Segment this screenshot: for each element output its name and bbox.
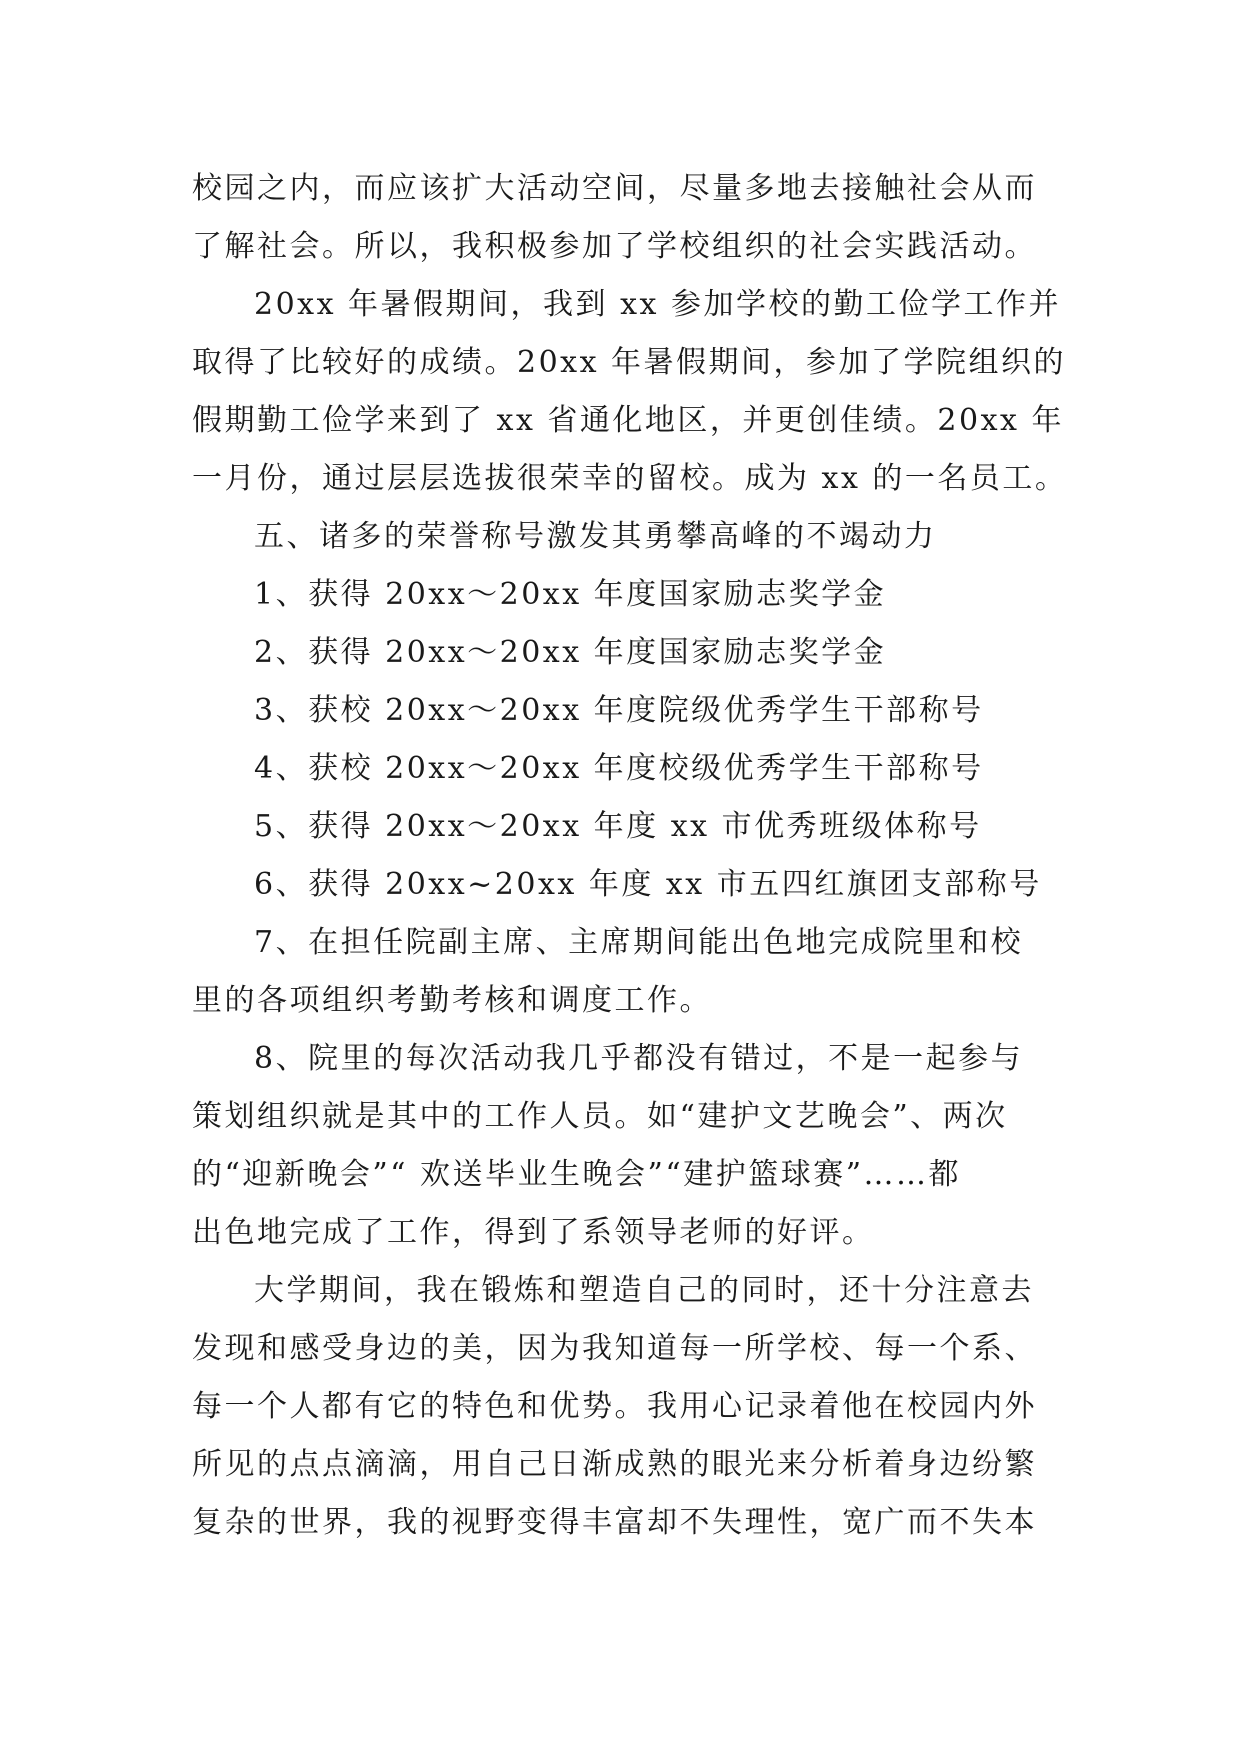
text-line-3: 20xx 年暑假期间，我到 xx 参加学校的勤工俭学工作并 [254,287,1061,322]
text-line-22: 每一个人都有它的特色和优势。我用心记录着他在校园内外 [192,1389,1037,1424]
honor-item-4: 4、获校 20xx～20xx 年度校级优秀学生干部称号 [254,751,984,786]
text-line-17: 策划组织就是其中的工作人员。如“建护文艺晚会”、两次 [192,1099,1008,1134]
text-line-23: 所见的点点滴滴，用自己日渐成熟的眼光来分析着身边纷繁 [192,1447,1037,1482]
text-line-1: 校园之内，而应该扩大活动空间，尽量多地去接触社会从而 [192,171,1037,206]
text-line-21: 发现和感受身边的美，因为我知道每一所学校、每一个系、 [192,1331,1037,1366]
honor-item-2: 2、获得 20xx～20xx 年度国家励志奖学金 [254,635,887,670]
honor-item-5: 5、获得 20xx～20xx 年度 xx 市优秀班级体称号 [254,809,982,844]
honor-item-3: 3、获校 20xx～20xx 年度院级优秀学生干部称号 [254,693,984,728]
honor-item-6: 6、获得 20xx~20xx 年度 xx 市五四红旗团支部称号 [254,867,1042,902]
text-line-2: 了解社会。所以，我积极参加了学校组织的社会实践活动。 [192,229,1037,264]
honor-item-8: 8、院里的每次活动我几乎都没有错过，不是一起参与 [254,1041,1024,1076]
text-line-5: 假期勤工俭学来到了 xx 省通化地区，并更创佳绩。20xx 年 [192,403,1064,438]
text-line-19: 出色地完成了工作，得到了系领导老师的好评。 [192,1215,875,1250]
honor-item-7: 7、在担任院副主席、主席期间能出色地完成院里和校 [254,925,1024,960]
text-line-20: 大学期间，我在锻炼和塑造自己的同时，还十分注意去 [254,1273,1034,1308]
text-line-24: 复杂的世界，我的视野变得丰富却不失理性，宽广而不失本 [192,1505,1037,1540]
honor-item-1: 1、获得 20xx～20xx 年度国家励志奖学金 [254,577,887,612]
text-line-15: 里的各项组织考勤考核和调度工作。 [192,983,712,1018]
section-heading: 五、诸多的荣誉称号激发其勇攀高峰的不竭动力 [254,519,937,554]
text-line-4: 取得了比较好的成绩。20xx 年暑假期间，参加了学院组织的 [192,345,1067,380]
document-body [192,160,1068,1552]
text-line-18: 的“迎新晚会”“ 欢送毕业生晚会”“建护篮球赛”……都 [192,1157,962,1192]
text-line-6: 一月份，通过层层选拔很荣幸的留校。成为 xx 的一名员工。 [192,461,1068,496]
